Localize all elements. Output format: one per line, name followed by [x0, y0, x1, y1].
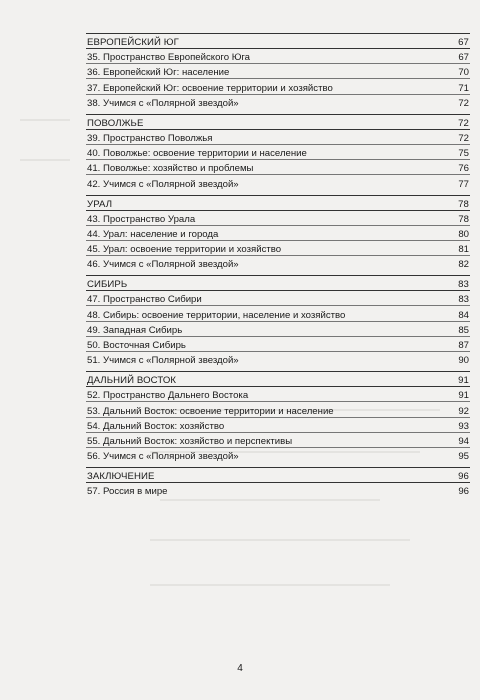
entry-title: 51. Учимся с «Полярной звездой» [87, 355, 239, 367]
entry-title: 38. Учимся с «Полярной звездой» [87, 97, 239, 109]
section-title: ЕВРОПЕЙСКИЙ ЮГ [87, 37, 179, 48]
entry-page-number: 70 [458, 67, 469, 79]
entry-page-number: 72 [458, 132, 469, 144]
entry-page-number: 80 [458, 228, 469, 240]
table-of-contents [86, 33, 470, 502]
entry-page-number: 81 [458, 244, 469, 256]
toc-entry[interactable] [86, 226, 470, 241]
entry-title: 54. Дальний Восток: хозяйство [87, 420, 225, 432]
entry-page-number: 91 [458, 390, 469, 402]
entry-title: 56. Учимся с «Полярной звездой» [87, 451, 239, 463]
toc-entry[interactable] [86, 211, 470, 226]
entry-title: 50. Восточная Сибирь [87, 340, 186, 351]
entry-page-number: 87 [458, 340, 469, 351]
section-heading[interactable] [86, 114, 470, 130]
section-page-number: 96 [458, 471, 469, 483]
entry-page-number: 82 [458, 259, 469, 271]
section-title: СИБИРЬ [87, 279, 128, 291]
toc-entry[interactable] [86, 352, 470, 366]
entry-page-number: 77 [458, 178, 469, 190]
entry-title: 44. Урал: население и города [87, 228, 219, 240]
section-heading[interactable] [86, 275, 470, 291]
section-title: ДАЛЬНИЙ ВОСТОК [87, 375, 177, 387]
section-heading[interactable] [86, 33, 470, 49]
entry-title: 52. Пространство Дальнего Востока [87, 390, 249, 402]
entry-title: 41. Поволжье: хозяйство и проблемы [87, 163, 254, 175]
entry-title: 48. Сибирь: освоение территории, население и хозяйство [87, 309, 346, 321]
section-heading[interactable] [86, 467, 470, 483]
entry-page-number: 95 [458, 451, 469, 463]
entry-page-number: 78 [458, 213, 469, 225]
entry-page-number: 94 [458, 435, 469, 447]
section-heading[interactable] [86, 195, 470, 211]
toc-entry[interactable] [86, 175, 470, 189]
toc-section [86, 195, 470, 271]
entry-title: 45. Урал: освоение территории и хозяйство [87, 244, 282, 256]
entry-title: 35. Пространство Европейского Юга [87, 52, 251, 64]
toc-entry[interactable] [86, 95, 470, 109]
toc-section [86, 467, 470, 497]
section-title: УРАЛ [87, 198, 113, 210]
entry-title: 47. Пространство Сибири [87, 294, 202, 306]
toc-entry[interactable] [86, 418, 470, 433]
toc-entry[interactable] [86, 337, 470, 352]
entry-page-number: 75 [458, 148, 469, 160]
section-heading[interactable] [86, 371, 470, 387]
entry-title: 40. Поволжье: освоение территории и население [87, 148, 307, 160]
entry-page-number: 85 [458, 324, 469, 336]
toc-entry[interactable] [86, 145, 470, 160]
entry-title: 37. Европейский Юг: освоение территории и хозяйство [87, 82, 333, 94]
entry-page-number: 72 [458, 97, 469, 109]
entry-page-number: 92 [458, 405, 469, 417]
toc-entry[interactable] [86, 291, 470, 306]
toc-section [86, 114, 470, 190]
section-page-number: 78 [458, 198, 469, 210]
section-page-number: 72 [458, 117, 469, 129]
toc-section [86, 275, 470, 366]
toc-section [86, 371, 470, 462]
entry-page-number: 84 [458, 309, 469, 321]
section-title: ЗАКЛЮЧЕНИЕ [87, 471, 155, 483]
toc-entry[interactable] [86, 64, 470, 79]
toc-entry[interactable] [86, 306, 470, 321]
toc-entry[interactable] [86, 483, 470, 497]
entry-title: 43. Пространство Урала [87, 213, 196, 225]
toc-entry[interactable] [86, 241, 470, 256]
entry-title: 53. Дальний Восток: освоение территории и население [87, 405, 334, 417]
toc-entry[interactable] [86, 49, 470, 64]
toc-entry[interactable] [86, 387, 470, 402]
entry-title: 57. Россия в мире [87, 486, 168, 498]
toc-entry[interactable] [86, 322, 470, 337]
entry-title: 42. Учимся с «Полярной звездой» [87, 178, 239, 190]
page-number: 4 [237, 663, 243, 674]
entry-page-number: 67 [458, 52, 469, 64]
entry-page-number: 71 [458, 82, 469, 94]
toc-entry[interactable] [86, 402, 470, 417]
entry-page-number: 96 [458, 486, 469, 498]
section-title: ПОВОЛЖЬЕ [87, 117, 144, 129]
entry-title: 55. Дальний Восток: хозяйство и перспективы [87, 435, 293, 447]
entry-title: 46. Учимся с «Полярной звездой» [87, 259, 239, 271]
toc-entry[interactable] [86, 79, 470, 94]
toc-entry[interactable] [86, 160, 470, 175]
toc-entry[interactable] [86, 130, 470, 145]
entry-title: 36. Европейский Юг: население [87, 67, 230, 79]
entry-page-number: 90 [458, 355, 469, 367]
entry-page-number: 93 [458, 420, 469, 432]
section-page-number: 91 [458, 375, 469, 387]
entry-title: 49. Западная Сибирь [87, 324, 183, 336]
section-page-number: 83 [458, 279, 469, 291]
toc-entry[interactable] [86, 433, 470, 448]
entry-title: 39. Пространство Поволжья [87, 132, 213, 144]
entry-page-number: 83 [458, 294, 469, 306]
section-page-number: 67 [458, 37, 469, 48]
toc-entry[interactable] [86, 448, 470, 462]
toc-section [86, 33, 470, 109]
entry-page-number: 76 [458, 163, 469, 175]
toc-entry[interactable] [86, 256, 470, 270]
